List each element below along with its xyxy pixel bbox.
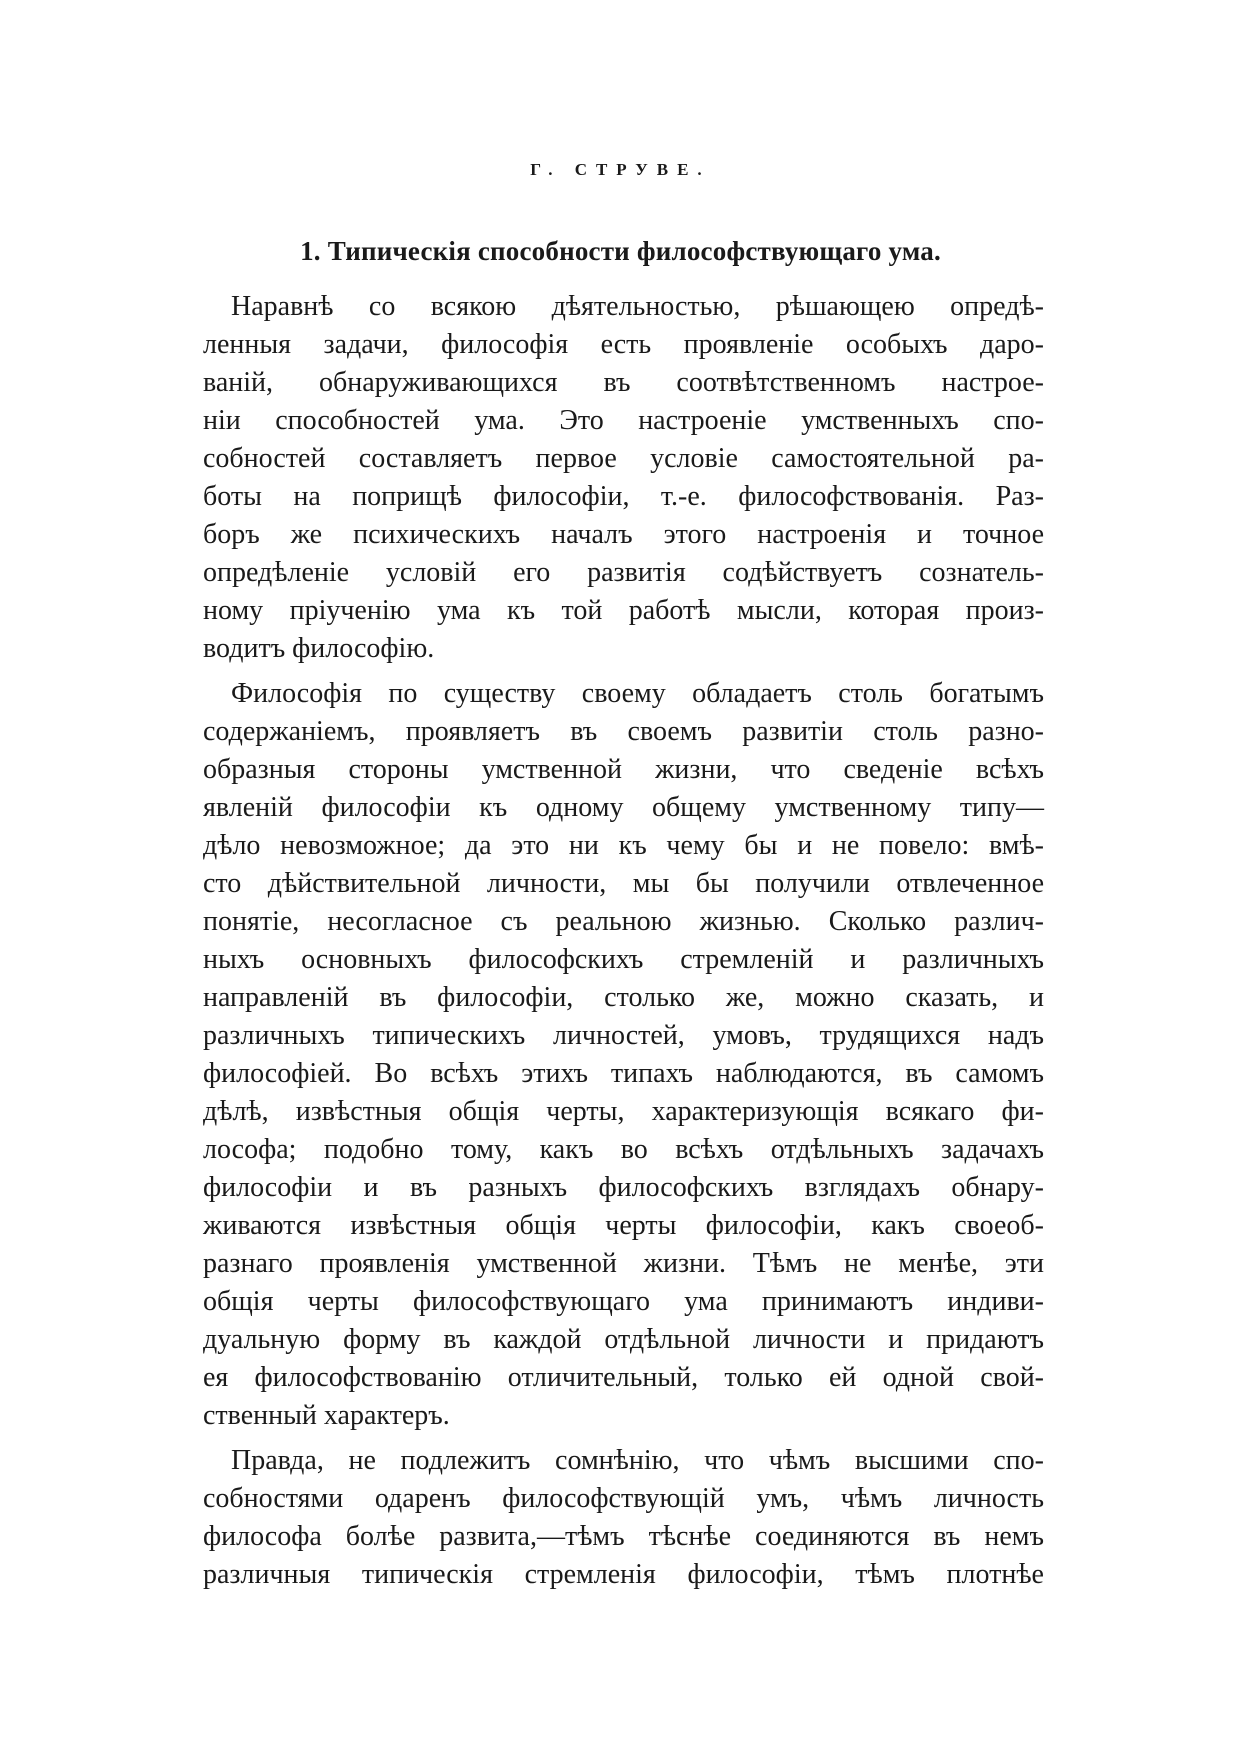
text-line: явленiй философiи къ одному общему умственному типу— [203, 792, 1044, 823]
text-line: нiи способностей ума. Это настроенiе умственныхъ спо- [203, 405, 1044, 436]
text-line: философiей. Во всѣхъ этихъ типахъ наблюдаются, въ самомъ [203, 1058, 1044, 1089]
text-line: лософа; подобно тому, какъ во всѣхъ отдѣльныхъ задачахъ [203, 1134, 1044, 1165]
text-line: дѣло невозможное; да это ни къ чему бы и не повело: вмѣ- [203, 830, 1044, 861]
text-line: ея философствованiю отличительный, только ей одной свой- [203, 1362, 1044, 1393]
text-line: собностями одаренъ философствующiй умъ, чѣмъ личность [203, 1483, 1044, 1514]
text-line: боты на поприщѣ философiи, т.-е. философствованiя. Раз- [203, 481, 1044, 512]
text-line: общiя черты философствующаго ума принимаютъ индиви- [203, 1286, 1044, 1317]
running-head: Г. СТРУВЕ. [530, 160, 711, 179]
body-text [203, 288, 1044, 1594]
text-line: ному прiученiю ума къ той работѣ мысли, которая произ- [203, 595, 1044, 626]
paragraph-gap [203, 668, 1044, 675]
text-line: ленныя задачи, философiя есть проявленiе особыхъ даро- [203, 329, 1044, 360]
text-line: понятiе, несогласное съ реальною жизнью. Сколько различ- [203, 906, 1044, 937]
text-line: философiи и въ разныхъ философскихъ взглядахъ обнару- [203, 1172, 1044, 1203]
text-line: ванiй, обнаруживающихся въ соотвѣтственномъ настрое- [203, 367, 1044, 398]
section-title: 1. Типическiя способности философствующаго ума. [300, 236, 941, 266]
text-line: сто дѣйствительной личности, мы бы получили отвлеченное [203, 868, 1044, 899]
text-line: дуальную форму въ каждой отдѣльной личности и придаютъ [203, 1324, 1044, 1355]
text-line: направленiй въ философiи, столько же, можно сказать, и [203, 982, 1044, 1013]
text-line: боръ же психическихъ началъ этого настроенiя и точное [203, 519, 1044, 550]
text-line: Философiя по существу своему обладаетъ столь богатымъ [231, 678, 1044, 709]
text-line: собностей составляетъ первое условiе самостоятельной ра- [203, 443, 1044, 474]
text-line: различныя типическiя стремленiя философiи, тѣмъ плотнѣе [203, 1559, 1044, 1590]
text-line: разнаго проявленiя умственной жизни. Тѣмъ не менѣе, эти [203, 1248, 1044, 1279]
text-line: философа болѣе развита,—тѣмъ тѣснѣе соединяются въ немъ [203, 1521, 1044, 1552]
text-line: дѣлѣ, извѣстныя общiя черты, характеризующiя всякаго фи- [203, 1096, 1044, 1127]
text-line: ныхъ основныхъ философскихъ стремленiй и различныхъ [203, 944, 1044, 975]
paragraph-gap [203, 1435, 1044, 1442]
paragraph-3 [203, 1442, 1044, 1594]
text-line: Правда, не подлежитъ сомнѣнiю, что чѣмъ высшими спо- [231, 1445, 1044, 1476]
text-line: опредѣленiе условiй его развитiя содѣйствуетъ сознатель- [203, 557, 1044, 588]
text-line: ственный характеръ. [203, 1400, 450, 1431]
text-line: Наравнѣ со всякою дѣятельностью, рѣшающею опредѣ- [231, 291, 1044, 322]
text-line: содержанiемъ, проявляетъ въ своемъ развитiи столь разно- [203, 716, 1044, 747]
paragraph-2 [203, 675, 1044, 1435]
text-line: различныхъ типическихъ личностей, умовъ, трудящихся надъ [203, 1020, 1044, 1051]
text-line: живаются извѣстныя общiя черты философiи, какъ своеоб- [203, 1210, 1044, 1241]
text-line: водитъ философiю. [203, 633, 435, 664]
paragraph-1 [203, 288, 1044, 668]
text-line: образныя стороны умственной жизни, что сведенiе всѣхъ [203, 754, 1044, 785]
